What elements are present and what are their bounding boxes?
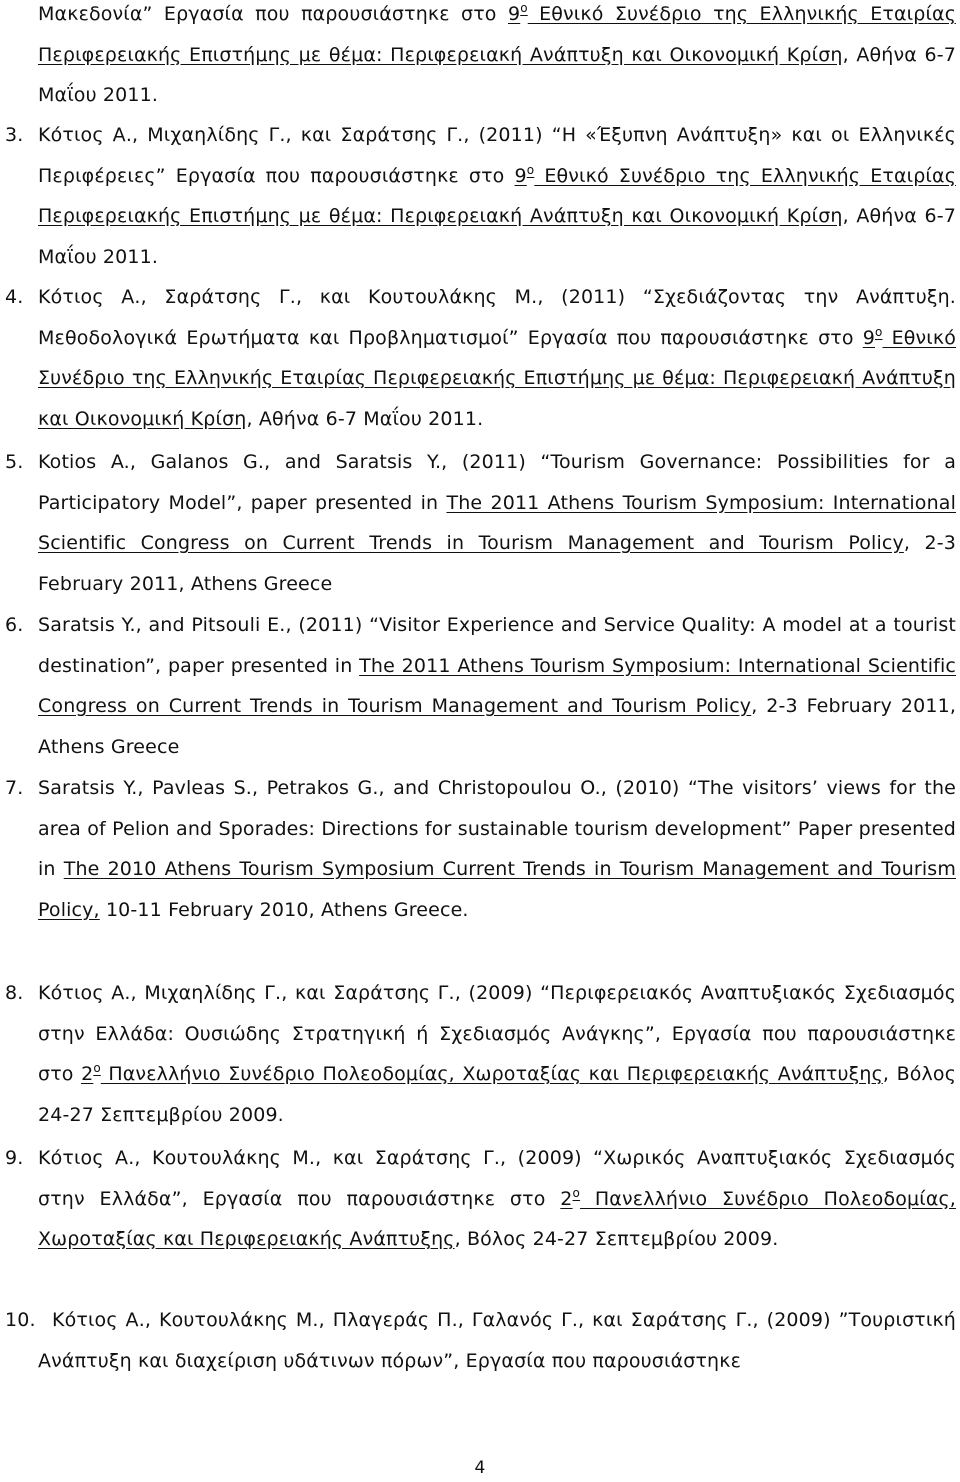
reference-text: , Βόλος 24-27 Σεπτεμβρίου 2009. [38, 1063, 956, 1126]
reference-number: 7. [5, 777, 24, 799]
reference-text: Kotios A., Galanos G., and Saratsis Y., (2011) “Tourism Governance: Possibilities for a Participatory Model”, paper presented in [38, 451, 956, 514]
reference-8 [38, 973, 956, 1135]
reference-3 [38, 115, 956, 277]
reference-number: 8. [5, 982, 24, 1004]
reference-text: Κότιος Α., Σαράτσης Γ., και Κουτουλάκης Μ., (2011) “Σχεδιάζοντας την Ανάπτυξη. Μεθοδολογικά Ερωτήματα και Προβληματισμοί” Εργασία που παρουσιάστηκε στο [38, 286, 956, 349]
reference-5 [38, 442, 956, 604]
reference-text: , 2-3 February 2011, Athens Greece [38, 695, 957, 758]
reference-venue-text: ο [520, 1, 528, 15]
reference-text: , 2-3 February 2011, Athens Greece [38, 532, 956, 595]
reference-9 [38, 1138, 956, 1260]
reference-venue-text: 2 [560, 1187, 573, 1210]
reference-venue-text: ο [93, 1061, 101, 1075]
reference-text: Saratsis Y., Pavleas S., Petrakos G., and Christopoulou O., (2010) “The visitors’ views for the area of Pelion and Sporades: Directions for sustainable tourism development” Paper presented in [38, 777, 956, 880]
reference-7 [38, 768, 956, 930]
reference-venue-text: ο [572, 1185, 581, 1200]
reference-number: 9. [5, 1147, 24, 1169]
reference-venue-text: Εθνικό Συνέδριο της Ελληνικής Εταιρίας Περιφερειακής Επιστήμης με θέμα: Περιφερειακή Ανάπτυξη και Οικονομική Κρίση [38, 326, 957, 430]
reference-venue-text: Εθνικό Συνέδριο της Ελληνικής Εταιρίας Περιφερειακής Επιστήμης με θέμα: Περιφερειακή Ανάπτυξη και Οικονομική Κρίση [38, 164, 956, 227]
reference-text: Κότιος Α., Κουτουλάκης Μ., Πλαγεράς Π., Γαλανός Γ., και Σαράτσης Γ., (2009) ”Τουριστική Ανάπτυξη και διαχείριση υδάτινων πόρων”, Εργασία που παρουσιάστηκε [38, 1309, 956, 1372]
reference-venue-text: 2 [81, 1063, 94, 1085]
reference-text: , Αθήνα 6-7 Μαΐου 2011. [246, 407, 484, 430]
reference-text: Κότιος Α., Μιχαηλίδης Γ., και Σαράτσης Γ., (2011) “Η «Έξυπνη Ανάπτυξη» και οι Ελληνικές Περιφέρειες” Εργασία που παρουσιάστηκε στο [38, 124, 956, 187]
reference-venue-text: 9 [514, 164, 527, 187]
reference-number: 6. [5, 614, 24, 636]
reference-venue-text: The 2011 Athens Tourism Symposium: International Scientific Congress on Current Trends in Tourism Management and Tourism Policy [38, 654, 956, 717]
reference-text: 10-11 February 2010, Athens Greece. [99, 898, 469, 921]
reference-venue-text: Εθνικό Συνέδριο της Ελληνικής Εταιρίας Περιφερειακής Επιστήμης με θέμα: Περιφερειακή Ανάπτυξη και Οικονομική Κρίση [38, 3, 956, 66]
reference-text: , Βόλος 24-27 Σεπτεμβρίου 2009. [454, 1228, 779, 1250]
reference-venue-text: ο [875, 324, 883, 339]
reference-venue-text: The 2010 Athens Tourism Symposium Current Trends in Tourism Management and Tourism Policy, [38, 858, 956, 921]
reference-10 [38, 1300, 956, 1381]
reference-text: Κότιος Α., Κουτουλάκης Μ., και Σαράτσης Γ., (2009) “Χωρικός Αναπτυξιακός Σχεδιασμός στην Ελλάδα”, Εργασία που παρουσιάστηκε στο [38, 1147, 956, 1210]
reference-6 [38, 605, 956, 767]
reference-number: 5. [5, 451, 24, 473]
reference-text: Κότιος Α., Μιχαηλίδης Γ., και Σαράτσης Γ., (2009) “Περιφερειακός Αναπτυξιακός Σχεδιασμός στην Ελλάδα: Ουσιώδης Στρατηγική ή Σχεδιασμός Ανάγκης”, Εργασία που παρουσιάστηκε στο [38, 982, 956, 1085]
reference-text: Μακεδονία” Εργασία που παρουσιάστηκε στο [38, 3, 508, 25]
reference-4 [38, 277, 956, 439]
page-number: 4 [474, 1458, 486, 1478]
reference-venue-text: ο [526, 162, 535, 177]
reference-venue-text: Πανελλήνιο Συνέδριο Πολεοδομίας, Χωροταξίας και Περιφερειακής Ανάπτυξης [100, 1063, 883, 1085]
reference-number: 3. [5, 124, 24, 146]
reference-number: 4. [5, 286, 24, 308]
reference-2-continuation [38, 0, 956, 116]
reference-number: 10. [5, 1309, 36, 1331]
reference-venue-text: 9 [862, 326, 875, 349]
reference-text: , Αθήνα 6-7 Μαΐου 2011. [38, 43, 956, 106]
reference-venue-text: Πανελλήνιο Συνέδριο Πολεοδομίας, Χωροταξίας και Περιφερειακής Ανάπτυξης [38, 1187, 956, 1250]
reference-text: , Αθήνα 6-7 Μαΐου 2011. [38, 205, 956, 268]
reference-text: Saratsis Y., and Pitsouli E., (2011) “Visitor Experience and Service Quality: A model at a tourist destination”, paper presented in [38, 614, 956, 677]
reference-venue-text: 9 [507, 3, 521, 25]
reference-venue-text: The 2011 Athens Tourism Symposium: International Scientific Congress on Current Trends in Tourism Management and Tourism Policy [38, 491, 956, 554]
